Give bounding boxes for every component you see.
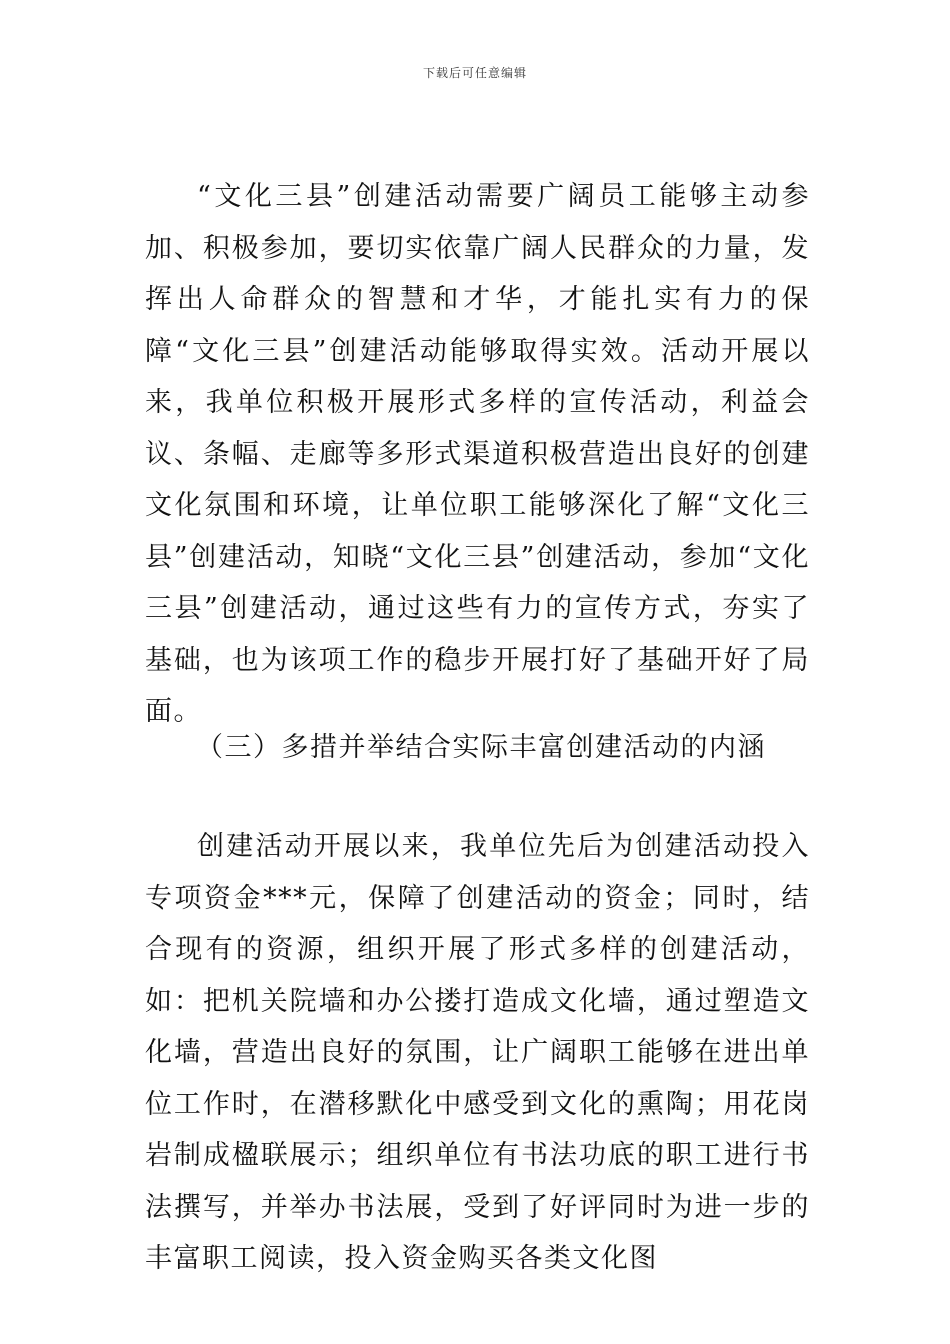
body-paragraph-2: 创建活动开展以来，我单位先后为创建活动投入专项资金***元，保障了创建活动的资金；同时，结合现有的资源，组织开展了形式多样的创建活动，如：把机关院墙和办公搂打造成文化墙，通过塑造文化墙，营造出良好的氛围，让广阔职工能够在进出单位工作时，在潜移默化中感受到文化的熏陶；用花岗岩制成楹联展示；组织单位有书法功底的职工进行书法撰写，并举办书法展，受到了好评同时为进一步的丰富职工阅读，投入资金购买各类文化图 [145, 831, 810, 1274]
page-header-note: 下载后可任意编辑 [422, 66, 527, 80]
section-heading-3: （三）多措并举结合实际丰富创建活动的内涵 [196, 732, 766, 763]
body-paragraph-1: “文化三县”创建活动需要广阔员工能够主动参加、积极参加，要切实依靠广阔人民群众的力量，发挥出人命群众的智慧和才华，才能扎实有力的保障“文化三县”创建活动能够取得实效。活动开展以来，我单位积极开展形式多样的宣传活动，利益会议、条幅、走廊等多形式渠道积极营造出良好的创建文化氛围和环境，让单位职工能够深化了解“文化三县”创建活动，知晓“文化三县”创建活动，参加“文化三县”创建活动，通过这些有力的宣传方式，夯实了基础，也为该项工作的稳步开展打好了基础开好了局面。 [145, 181, 810, 727]
